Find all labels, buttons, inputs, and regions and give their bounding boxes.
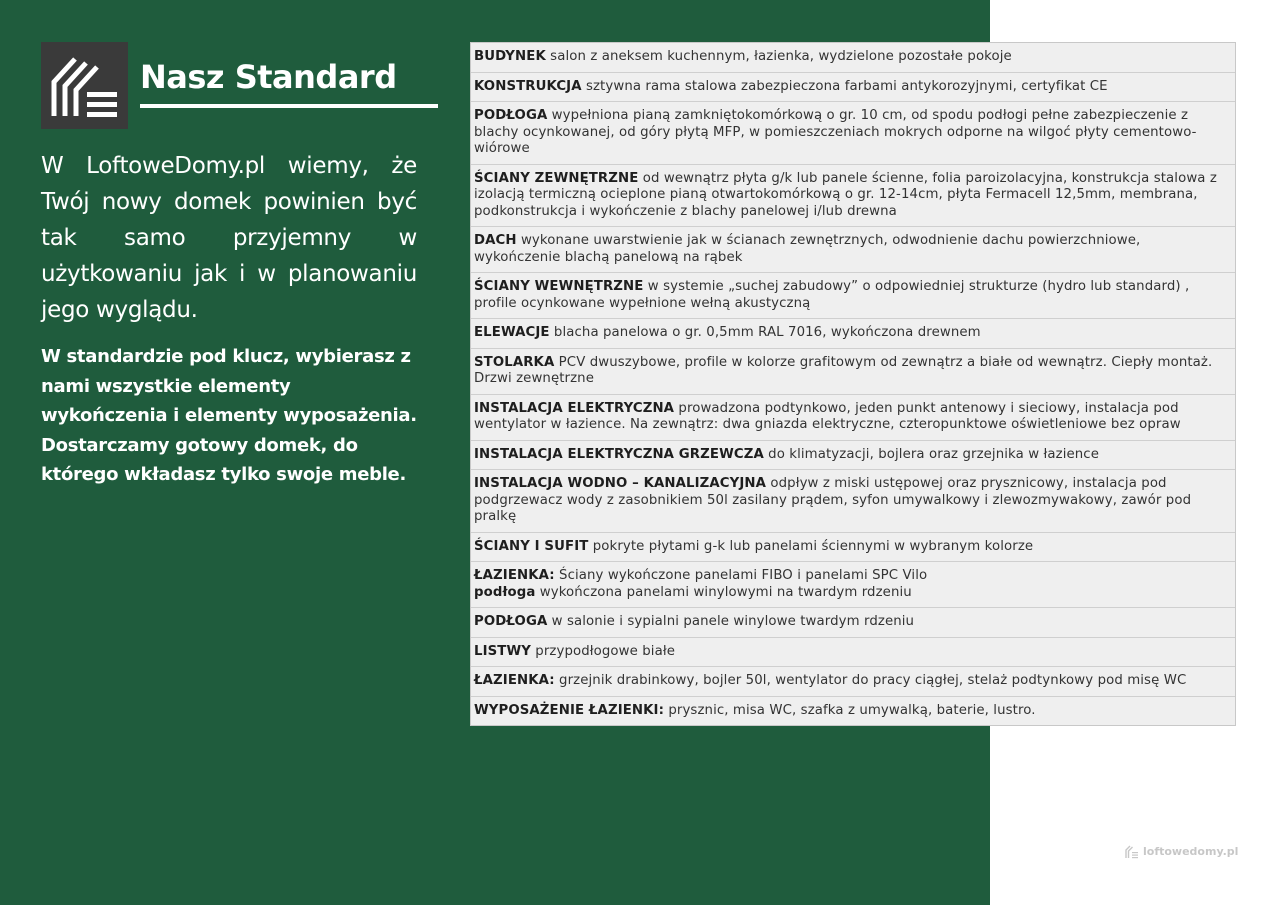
spec-value: sztywna rama stalowa zabezpieczona farbami antykorozyjnymi, certyfikat CE — [581, 78, 1108, 94]
spec-row — [471, 43, 1235, 73]
spec-key: ŚCIANY I SUFIT — [474, 538, 589, 554]
spec-key: ŁAZIENKA: — [474, 568, 555, 583]
spec-value: wykończona panelami winylowymi na twardym rdzeniu — [535, 584, 912, 600]
spec-key: ŁAZIENKA: — [474, 673, 555, 688]
spec-value: do klimatyzacji, bojlera oraz grzejnika w łazience — [763, 446, 1099, 462]
spec-key: WYPOSAŻENIE ŁAZIENKI: — [474, 702, 665, 718]
spec-value: Ściany wykończone panelami FIBO i panelami SPC Vilo — [554, 568, 928, 583]
spec-value: salon z aneksem kuchennym, łazienka, wydzielone pozostałe pokoje — [545, 49, 1012, 64]
spec-row — [471, 697, 1235, 726]
footer-logo-label: loftowedomy.pl — [1143, 844, 1239, 858]
spec-value: przypodłogowe białe — [530, 643, 675, 659]
spec-value: odpływ z miski ustępowej oraz prysznicowy, instalacja pod podgrzewacz wody z zasobnikiem 50l zasilany prądem, syfon umywalkowy i zlewozmywakowy, zawór pod pralkę — [474, 476, 1192, 524]
spec-row — [471, 73, 1235, 103]
spec-key: PODŁOGA — [474, 614, 548, 629]
standard-paragraph: W standardzie pod klucz, wybierasz z nami wszystkie elementy wykończenia i elementy wyposażenia. Dostarczamy gotowy domek, do którego wkładasz tylko swoje meble. — [41, 346, 417, 485]
spec-key: PODŁOGA — [474, 108, 548, 123]
spec-table — [470, 42, 1236, 726]
spec-row — [471, 227, 1235, 273]
spec-key: INSTALACJA ELEKTRYCZNA GRZEWCZA — [474, 446, 764, 462]
spec-key: INSTALACJA ELEKTRYCZNA — [474, 400, 675, 416]
spec-value: prysznic, misa WC, szafka z umywalką, baterie, lustro. — [664, 702, 1036, 718]
spec-row — [471, 638, 1235, 668]
page-title: Nasz Standard — [140, 58, 397, 96]
spec-value: w systemie „suchej zabudowy” o odpowiedniej strukturze (hydro lub standard) , profile ocynkowane wypełnione wełną akustyczną — [474, 279, 1190, 311]
title-underline — [140, 104, 438, 108]
spec-key: ŚCIANY WEWNĘTRZNE — [474, 279, 644, 294]
spec-key: LISTWY — [474, 643, 531, 659]
spec-value: w salonie i sypialni panele winylowe twardym rdzeniu — [547, 614, 915, 629]
spec-row — [471, 165, 1235, 228]
spec-row — [471, 102, 1235, 165]
spec-value: PCV dwuszybowe, profile w kolorze grafitowym od zewnątrz a białe od wewnątrz. Ciepły montaż. Drzwi zewnętrzne — [474, 354, 1213, 386]
spec-key: STOLARKA — [474, 354, 555, 370]
spec-row — [471, 533, 1235, 563]
brand-logo — [41, 42, 128, 129]
spec-row — [471, 608, 1235, 638]
intro-paragraph: W LoftoweDomy.pl wiemy, że Twój nowy domek powinien być tak samo przyjemny w użytkowaniu jak i w planowaniu jego wyglądu. — [41, 153, 417, 323]
spec-value: pokryte płytami g-k lub panelami ściennymi w wybranym kolorze — [588, 538, 1034, 554]
spec-row — [471, 349, 1235, 395]
spec-key: DACH — [474, 233, 517, 248]
house-lines-icon — [1124, 843, 1140, 859]
spec-key: BUDYNEK — [474, 49, 546, 64]
spec-key: INSTALACJA WODNO – KANALIZACYJNA — [474, 476, 767, 491]
spec-value: wykonane uwarstwienie jak w ścianach zewnętrznych, odwodnienie dachu powierzchniowe, wykończenie blachą panelową na rąbek — [474, 233, 1141, 265]
spec-key: KONSTRUKCJA — [474, 78, 582, 94]
spec-row — [471, 273, 1235, 319]
spec-key: podłoga — [474, 584, 536, 600]
spec-row — [471, 395, 1235, 441]
spec-value: wypełniona pianą zamkniętokomórkową o gr. 10 cm, od spodu podłogi pełne zabezpieczenie z blachy ocynkowanej, od góry płytą MFP, w pomieszczeniach mokrych odporne na wilgoć płyty cementowo-wiórowe — [474, 108, 1197, 156]
spec-row — [471, 667, 1235, 697]
house-lines-icon — [41, 42, 128, 129]
spec-key: ŚCIANY ZEWNĘTRZNE — [474, 170, 639, 186]
spec-row — [471, 319, 1235, 349]
spec-row — [471, 470, 1235, 533]
spec-row — [471, 562, 1235, 608]
spec-value: blacha panelowa o gr. 0,5mm RAL 7016, wykończona drewnem — [549, 325, 981, 340]
spec-value: prowadzona podtynkowo, jeden punkt antenowy i sieciowy, instalacja pod wentylator w łazience. Na zewnątrz: dwa gniazda elektryczne, czteropunktowe oświetleniowe bez opraw — [474, 400, 1181, 432]
spec-value: od wewnątrz płyta g/k lub panele ścienne, folia paroizolacyjna, konstrukcja stalowa z izolacją termiczną ocieplone pianą otwartokomórkową o gr. 12-14cm, płyta Fermacell 12,5mm, membrana, podkonstrukcja i wykończenie z blachy panelowej i/lub drewna — [474, 170, 1217, 219]
spec-value: grzejnik drabinkowy, bojler 50l, wentylator do pracy ciągłej, stelaż podtynkowy pod misę WC — [554, 673, 1187, 688]
spec-key: ELEWACJE — [474, 325, 550, 340]
footer-logo — [1124, 843, 1238, 859]
spec-row — [471, 441, 1235, 471]
